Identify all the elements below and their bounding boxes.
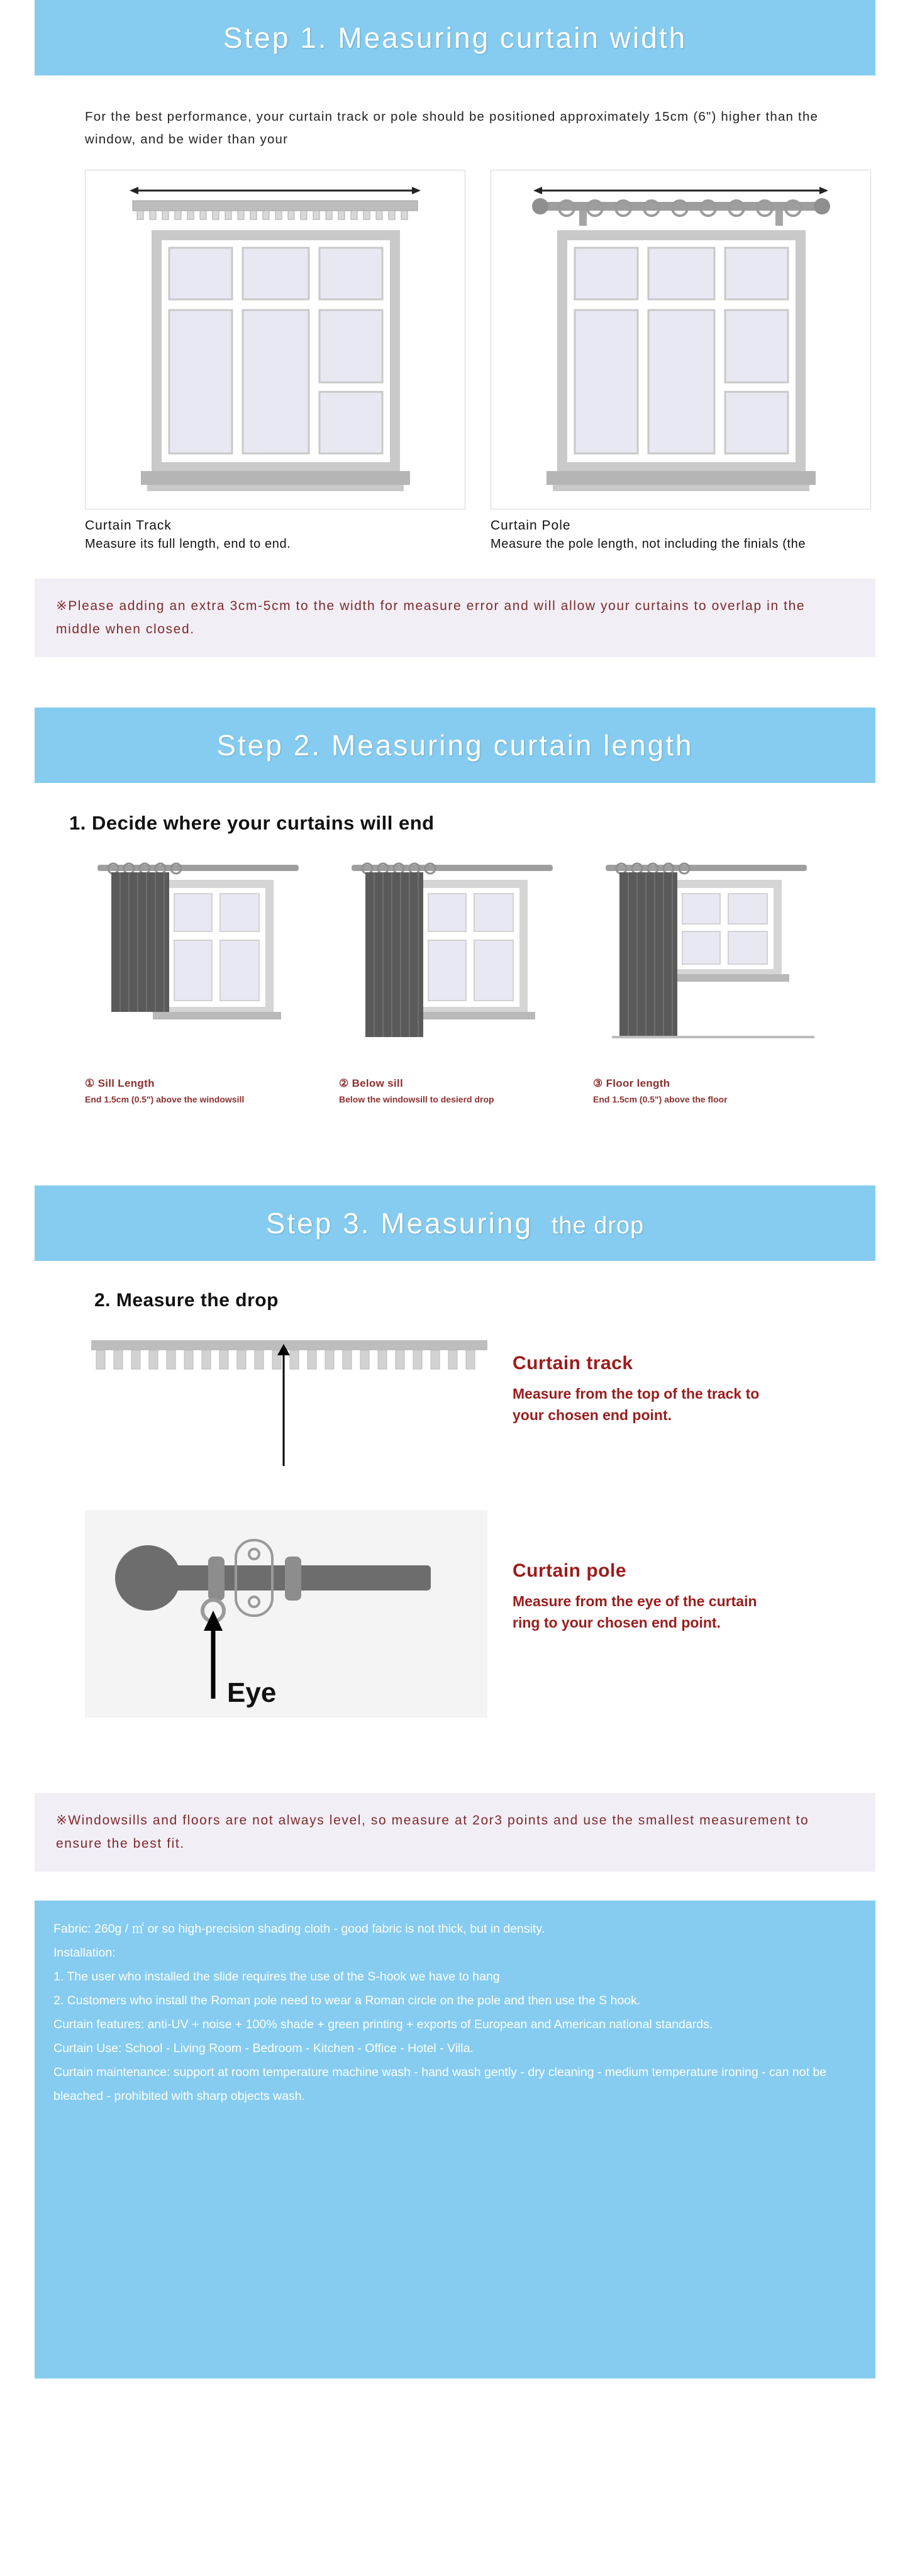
- step1-band: [35, 0, 875, 75]
- below-sill-detail: Below the windowsill to desierd drop: [339, 1094, 494, 1105]
- measure-track-row: [85, 1334, 825, 1472]
- pole-drop-illustration: [85, 1510, 487, 1718]
- curtain-pole-body: Measure from the eye of the curtain ring to your chosen end point.: [513, 1592, 757, 1631]
- measure-pole-row: [85, 1510, 825, 1718]
- detail-line-maintenance: Curtain maintenance: support at room temperature machine wash - hand wash gently - dry cleaning - medium temperature ironing - can not be bleached - prohibited with sharp objects wash.: [53, 2065, 827, 2104]
- curtain-pole-column: [491, 170, 871, 553]
- product-details-block: [35, 1901, 875, 2379]
- step1-intro: For the best performance, your curtain track or pole should be positioned approximately 15cm (6") higher than the window, and be wider than your: [85, 109, 819, 147]
- step1-note: ※Please adding an extra 3cm-5cm to the width for measure error and will allow your curtains to overlap in the middle when closed.: [35, 579, 875, 658]
- step3-title-tail: the drop: [551, 1212, 645, 1239]
- floor-length-figure: [593, 853, 827, 1074]
- sill-length-illustration: [85, 853, 319, 1074]
- step3-title: [266, 1206, 645, 1240]
- step2-title: Step 2. Measuring curtain length: [216, 729, 694, 762]
- step2-options: [85, 853, 825, 1106]
- below-sill-figure: [339, 853, 573, 1074]
- detail-line-fabric: Fabric: 260g / ㎡ or so high-precision shading cloth - good fabric is not thick, but in density.: [53, 1922, 545, 1936]
- below-sill-label: ② Below sill: [339, 1077, 403, 1090]
- option-sill-length: [85, 853, 319, 1106]
- curtain-track-caption-text: Measure its full length, end to end.: [85, 536, 291, 551]
- measure-track-figure: [85, 1334, 487, 1472]
- sill-length-label: ① Sill Length: [85, 1077, 155, 1090]
- step3-title-main: Step 3. Measuring: [265, 1206, 533, 1240]
- svg-text:Eye: Eye: [227, 1677, 277, 1708]
- curtain-track-caption-title: Curtain Track: [85, 518, 172, 533]
- measure-pole-figure: [85, 1510, 487, 1718]
- detail-line-install-2: 2. Customers who install the Roman pole need to wear a Roman circle on the pole and then use the S hook.: [53, 1994, 641, 2008]
- curtain-pole-figure: [491, 170, 871, 509]
- floor-length-label: ③ Floor length: [593, 1077, 670, 1090]
- curtain-track-heading: Curtain track: [513, 1352, 633, 1374]
- curtain-track-column: [85, 170, 465, 553]
- floor-length-illustration: [593, 853, 827, 1074]
- measure-track-text: [513, 1334, 777, 1426]
- detail-line-installation: Installation:: [53, 1946, 116, 1960]
- curtain-pole-heading: Curtain pole: [513, 1560, 627, 1581]
- sill-length-detail: End 1.5cm (0.5") above the windowsill: [85, 1094, 245, 1105]
- step1-title: Step 1. Measuring curtain width: [223, 21, 687, 54]
- step3-note: ※Windowsills and floors are not always level, so measure at 2or3 points and use the smallest measurement to ensure the best fit.: [35, 1793, 875, 1872]
- curtain-pole-illustration: [491, 170, 870, 509]
- below-sill-illustration: [339, 853, 573, 1074]
- step3-subhead: 2. Measure the drop: [94, 1289, 279, 1311]
- curtain-pole-caption-text: Measure the pole length, not including the finials (the: [491, 536, 806, 551]
- step2-band: [35, 708, 875, 783]
- measure-pole-text: [513, 1510, 777, 1634]
- curtain-pole-caption-title: Curtain Pole: [491, 518, 571, 533]
- sill-length-figure: [85, 853, 319, 1074]
- option-below-sill: [339, 853, 573, 1106]
- step3-band: [35, 1185, 875, 1261]
- step1-figures: [85, 170, 825, 553]
- floor-length-detail: End 1.5cm (0.5") above the floor: [593, 1094, 728, 1105]
- option-floor-length: [593, 853, 827, 1106]
- detail-line-install-1: 1. The user who installed the slide requires the use of the S-hook we have to hang: [53, 1970, 500, 1984]
- detail-line-use: Curtain Use: School - Living Room - Bedroom - Kitchen - Office - Hotel - Villa.: [53, 2041, 474, 2056]
- curtain-track-figure: [85, 170, 465, 509]
- curtain-track-body: Measure from the top of the track to your chosen end point.: [513, 1385, 760, 1424]
- curtain-track-illustration: [86, 170, 465, 509]
- step2-subhead: 1. Decide where your curtains will end: [69, 812, 435, 835]
- track-drop-illustration: [85, 1334, 487, 1472]
- detail-line-features: Curtain features: anti-UV + noise + 100% shade + green printing + exports of European and American national standards.: [53, 2018, 713, 2032]
